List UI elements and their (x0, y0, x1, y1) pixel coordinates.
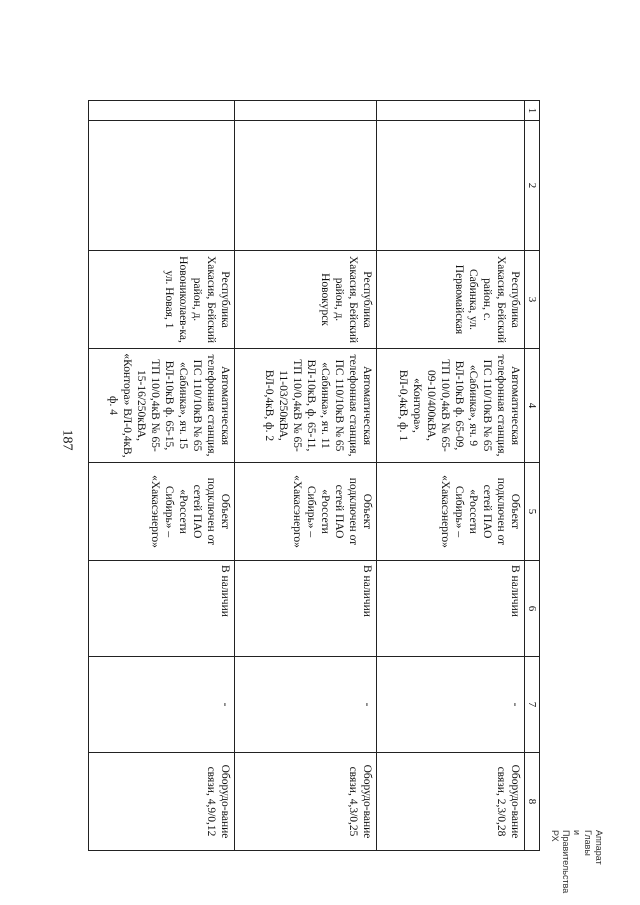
page-number: 187 (59, 429, 75, 451)
equipment-cell: Оборудо-вание связи, 2,3/0,28 (377, 753, 525, 851)
dash-cell: - (89, 657, 235, 753)
table-row (377, 101, 525, 851)
equipment-cell: Оборудо-вание связи, 4,9/0,12 (89, 753, 235, 851)
address-cell: Республика Хакасия, Бейский район, с. Сабинка, ул. Первомайская (377, 251, 525, 349)
table-row (235, 101, 377, 851)
equipment-cell: Оборудо-вание связи, 4,3/0,25 (235, 753, 377, 851)
column-number-row (525, 101, 540, 851)
column-number: 2 (525, 121, 540, 251)
table-row (89, 101, 235, 851)
column-number: 6 (525, 561, 540, 657)
name-cell (89, 121, 235, 251)
row-number-cell (377, 101, 525, 121)
name-cell (235, 121, 377, 251)
dash-cell: - (235, 657, 377, 753)
stamp-line-1: Аппарат Главы (583, 830, 604, 865)
facility-cell: Автоматическая телефонная станция, ПС 110/10кВ № 65 «Сабинка», яч. 15 ВЛ-10кВ ф. 65-15, ТП 10/0,4кВ № 65-15-16/250кВА, «Контора» ВЛ-0,4кВ, ф. 4 (89, 349, 235, 463)
facilities-table (88, 100, 540, 851)
availability-cell: В наличии (235, 561, 377, 657)
column-number: 3 (525, 251, 540, 349)
column-number: 5 (525, 463, 540, 561)
column-number: 8 (525, 753, 540, 851)
address-cell: Республика Хакасия, Бейский район, д. Новокурск (235, 251, 377, 349)
facility-cell: Автоматическая телефонная станция, ПС 110/10кВ № 65 «Сабинка», яч. 11 ВЛ-10кВ, ф. 65-11, ТП 10/0,4кВ № 65-11-03/250кВА, ВЛ-0,4кВ, ф. 2 (235, 349, 377, 463)
address-cell: Республика Хакасия, Бейский район, д. Новониколаев-ка, ул. Новая, 1 (89, 251, 235, 349)
connection-cell: Объект подключен от сетей ПАО «Россети Сибирь» – «Хакасэнерго» (89, 463, 235, 561)
column-number: 4 (525, 349, 540, 463)
row-number-cell (89, 101, 235, 121)
dash-cell: - (377, 657, 525, 753)
row-number-cell (235, 101, 377, 121)
facility-cell: Автоматическая телефонная станция, ПС 110/10кВ № 65 «Сабинка», яч. 9 ВЛ-10кВ ф. 65-09, ТП 10/0,4кВ № 65-09-10/400кВА, «Контора», ВЛ-0,4кВ, ф. 1 (377, 349, 525, 463)
availability-cell: В наличии (89, 561, 235, 657)
stamp-line-2: и Правительства РХ (550, 830, 582, 894)
column-number: 7 (525, 657, 540, 753)
availability-cell: В наличии (377, 561, 525, 657)
connection-cell: Объект подключен от сетей ПАО «Россети Сибирь» – «Хакасэнерго» (377, 463, 525, 561)
name-cell (377, 121, 525, 251)
column-number: 1 (525, 101, 540, 121)
connection-cell: Объект подключен от сетей ПАО «Россети Сибирь» – «Хакасэнерго» (235, 463, 377, 561)
